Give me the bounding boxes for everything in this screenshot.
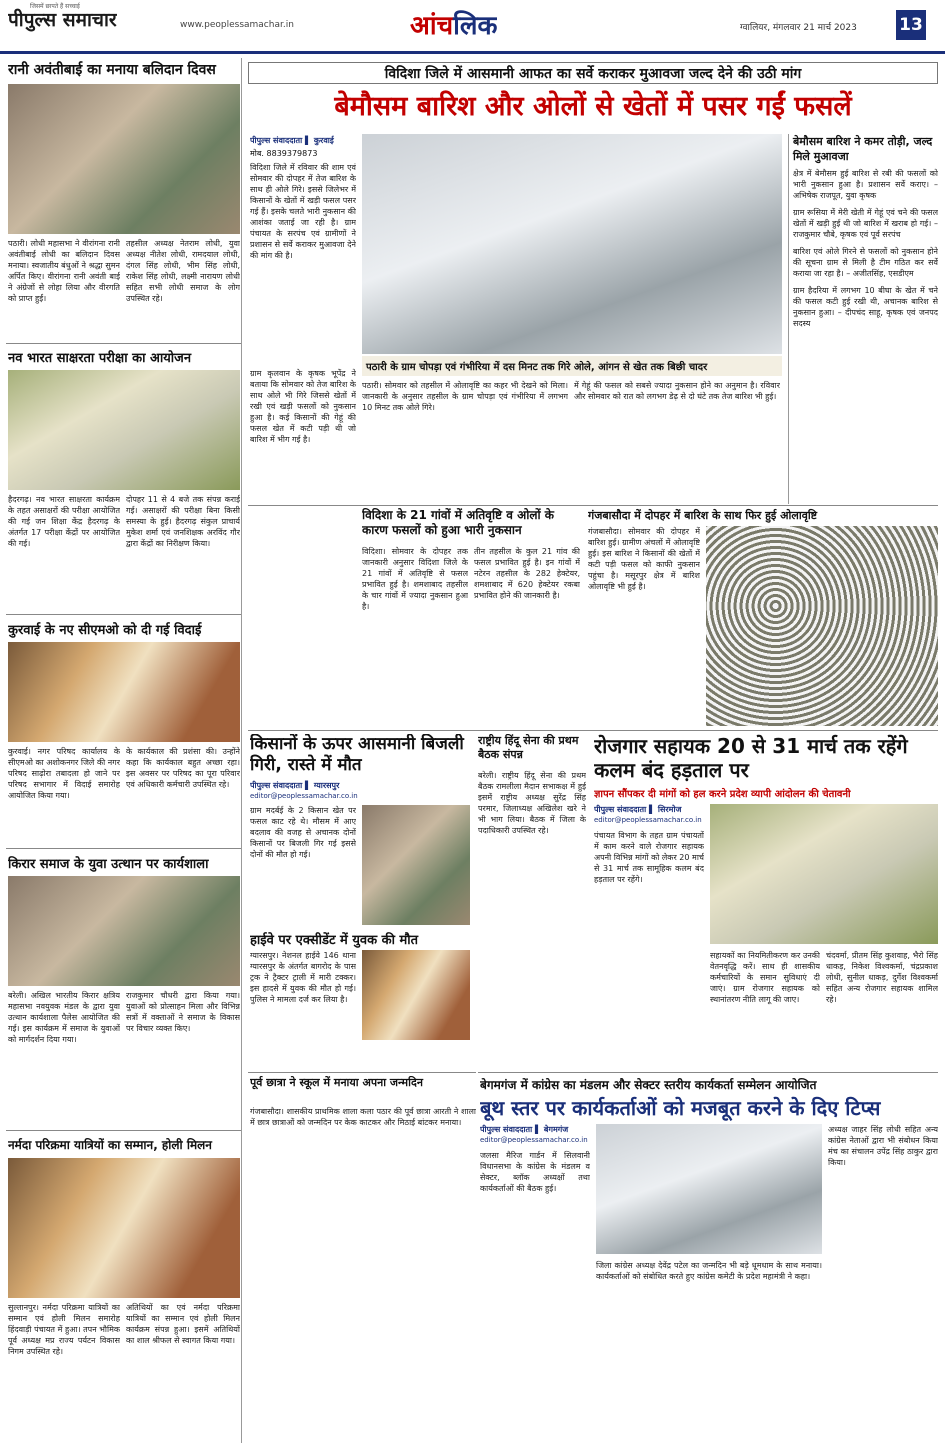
lead-body-3: पठारी। सोमवार को तहसील में ओलावृष्टि का कहर भी देखने को मिला। जानकारी के अनुसार तहसील के ग्राम चोपड़ा एवं गंभीरिया में लगभग 10 मिनट तक ओले गिरे। <box>362 381 568 412</box>
congress-email[interactable]: editor@peoplessamachar.co.in <box>480 1136 588 1144</box>
story3-headline: कुरवाई के नए सीएमओ को दी गई विदाई <box>8 623 202 638</box>
rojgar-headline: रोजगार सहायक 20 से 31 मार्च तक रहेंगे कलम बंद हड़ताल पर <box>594 734 908 782</box>
congress-photo <box>596 1124 822 1254</box>
vidisha-story-body-2: तीन तहसील के कुल 21 गांव की फसल प्रभावित हुई है। इन गांवों में नटेरन तहसील के 282 हेक्टेयर, शमशाबाद में 620 हेक्टेयर रकबा प्रभावित होने की जानकारी है। <box>474 547 580 600</box>
lightning-headline: किसानों के ऊपर आसमानी बिजली गिरी, रास्ते में मौत <box>250 734 464 775</box>
story3-body-b: के कार्यकाल की प्रशंसा की। उन्होंने कहा कि कार्यकाल बहुत अच्छा रहा। इस अवसर पर परिषद का पूरा परिवार एवं अधिकारी कर्मचारी उपस्थित रहे। <box>126 747 240 789</box>
rojgar-deck: ज्ञापन सौंपकर दी मांगों को हल करने प्रदेश व्यापी आंदोलन की चेतावनी <box>594 789 851 800</box>
ganjbasoda-headline: गंजबासौदा में दोपहर में बारिश के साथ फिर हुई ओलावृष्टि <box>588 509 818 522</box>
congress-body-1: जलसा मैरिज गार्डन में सिलवानी विधानसभा के कांग्रेस के मंडलम व सेक्टर, ब्लॉक अध्यक्षों तथा कार्यकर्ताओं की बैठक हुई। <box>480 1151 590 1193</box>
rojgar-photo <box>710 804 938 944</box>
lead-body-2: ग्राम कृलवान के कृषक भूपेंद्र ने बताया कि सोमवार को तेज बारिश के साथ ओले भी गिरे जिससे खेतों में रखी एवं खड़ी फसलों को नुकसान हुआ है। कई किसानों की गेहूं की फसल खेत में कटी पड़ी थी जो बारिश में भीग गई है। <box>250 369 356 444</box>
lead-sidebar-headline: बेमौसम बारिश ने कमर तोड़ी, जल्द मिले मुआवजा <box>793 135 933 163</box>
lightning-byline: पीपुल्स संवाददाता ▌ ग्यारसपुर <box>250 781 340 790</box>
birthday-headline: पूर्व छात्रा ने स्कूल में मनाया अपना जन्मदिन <box>250 1076 423 1089</box>
lead-sidebar-item: क्षेत्र में बेमौसम हुई बारिश से रबी की फसलों को भारी नुकसान हुआ है। प्रशासन सर्वे कराए। – अभिषेक राजपूत, युवा कृषक <box>793 169 938 200</box>
section-title-a: आंच <box>410 11 454 41</box>
story1-body: पठारी। लोधी महासभा ने वीरांगना रानी अवंतीबाई लोधी का बलिदान दिवस मनाया। स्वजातीय बंधुओं ने श्रद्धा सुमन अर्पित किए। वीरांगना रानी अवंती बाई ने अंग्रेजों से लोहा लिया और वीरगति को प्राप्त हुईं। <box>8 239 120 303</box>
section-title <box>410 6 497 42</box>
story5-body-b: अतिथियों का एवं नर्मदा परिक्रमा यात्रियों का सम्मान एवं होली मिलन कार्यक्रम संपन्न हुआ। इसमें अतिथियों का शाल श्रीफल से स्वागत किया गया। <box>126 1303 240 1345</box>
lead-mobile: मोब. 8839379873 <box>250 149 318 158</box>
page-number: 13 <box>896 10 926 40</box>
congress-body-2: जिला कांग्रेस अध्यक्ष देवेंद्र पटेल का जन्मदिन भी बड़े धूमधाम के साथ मनाया। कार्यकर्ताओं को संबोधित करते हुए कांग्रेस कमेटी के प्रदेश महामंत्री ने कहा। <box>596 1261 822 1281</box>
congress-byline: पीपुल्स संवाददाता ▌ बेगमगंज <box>480 1125 569 1134</box>
vidisha-story-body-1: विदिशा। सोमवार के दोपहर तक जानकारी अनुसार विदिशा जिले के 21 गांवों में अतिवृष्टि से फसल प्रभावित हुई है। शमशाबाद तहसील के चार गांवों में ज्यादा नुकसान हुआ है। <box>362 547 468 611</box>
lightning-body: ग्राम मदर्बई के 2 किसान खेत पर फसल काट रहे थे। मौसम में आए बदलाव की वजह से अचानक दोनों किसानों पर बिजली गिर गई इससे दोनों की मौत हो गई। <box>250 806 356 859</box>
lead-sidebar-item: बारिश एवं ओले गिरने से फसलों को नुकसान होने की सूचना ग्राम से मिली है टीम गठित कर सर्वे कराया जा रहा है। – अजीतसिंह, एसडीएम <box>793 247 938 278</box>
lead-photo-caption: पठारी के ग्राम चोपड़ा एवं गंभीरिया में दस मिनट तक गिरे ओले, आंगन से खेत तक बिछी चादर <box>362 356 782 376</box>
story4-body: बरेली। अखिल भारतीय किरार क्षत्रिय महासभा नवयुवक मंडल के द्वारा युवा उत्थान कार्यशाला पैलेस आयोजित की गई। इस कार्यक्रम में समाज के युवाओं को मार्गदर्शन दिया गया। <box>8 991 120 1044</box>
story2-body: हैदरगढ़। नव भारत साक्षरता कार्यक्रम के तहत असाक्षरों की परीक्षा आयोजित की गई जन शिक्षा केंद्र हैदरगढ़ के अंतर्गत 17 परीक्षा केंद्रों पर आयोजित की गई। <box>8 495 120 548</box>
lightning-email[interactable]: editor@peoplessamachar.co.in <box>250 792 358 800</box>
story1-photo <box>8 84 240 234</box>
website-url[interactable]: www.peoplessamachar.in <box>180 20 294 30</box>
lead-byline: पीपुल्स संवाददाता ▌ कुरवाई <box>250 136 334 145</box>
rojgar-body-1: पंचायत विभाग के तहत ग्राम पंचायतों में काम करने वाले रोजगार सहायक अपनी विभिन्न मांगों को लेकर 20 मार्च से 31 मार्च तक सामूहिक कलम बंद हड़ताल पर रहेंगे। <box>594 831 704 884</box>
lead-body-1: विदिशा जिले में रविवार की शाम एवं सोमवार की दोपहर में तेज बारिश के साथ ही ओले गिरे। इससे जिलेभर में किसानों के खेतों में खड़ी फसल पसर गई हैं। इसके चलते भारी नुकसान की आशंका जताई जा रही है। ग्राम पंचायत के सरपंच एवं ग्रामीणों ने प्रशासन से सर्वे कराकर मुआवजा देने की मांग की है। <box>250 163 356 260</box>
story5-photo <box>8 1158 240 1298</box>
newspaper-logo: पीपुल्स समाचार <box>8 9 117 31</box>
lead-sidebar-item: ग्राम हैदरिया में लगभग 10 बीघा के खेत में चने की फसल कटी हुई रखी थी, अचानक बारिश से नुकसान हुआ। – दीपचंद साहू, कृषक एवं जनपद सदस्य <box>793 286 938 328</box>
story2-photo <box>8 370 240 490</box>
rojgar-byline: पीपुल्स संवाददाता ▌ सिरमोज <box>594 805 682 814</box>
story2-headline: नव भारत साक्षरता परीक्षा का आयोजन <box>8 351 192 366</box>
accident-photo <box>362 950 470 1040</box>
lead-sidebar-item: ग्राम रूसिया में मेरी खेती में गेहूं एवं चने की फसल खेतों में खड़ी हुई थी जो बारिश में खराब हो गई। – राजकुमार चौबे, कृषक एवं पूर्व सरपंच <box>793 208 938 239</box>
story5-body: सुल्तानपुर। नर्मदा परिक्रमा यात्रियों का सम्मान एवं होली मिलन समारोह हिंदवाड़ी पंचायत में हुआ। तपन भौमिक पूर्व अध्यक्ष मप्र राज्य पर्यटन विकास निगम उपस्थित रहे। <box>8 1303 120 1356</box>
birthday-body: गंजबासौदा। शासकीय प्राथमिक शाला कला पठार की पूर्व छात्रा आरती ने शाला में छात्र छात्राओं को जन्मदिन पर केक काटकर और मिठाई बांटकर मनाया। <box>250 1107 476 1127</box>
lead-kicker: विदिशा जिले में आसमानी आफत का सर्वे कराकर मुआवजा जल्द देने की उठी मांग <box>384 66 802 82</box>
rojgar-body-2: सहायकों का नियमितीकरण कर उनकी वेतनवृद्धि करें। साथ ही शासकीय कर्मचारियों के समान सुविधाएं दी जाएं। ग्राम रोजगार सहायक को स्थानांतरण नीति लागू की जाए। <box>710 951 820 1004</box>
story4-body-b: राजकुमार चौधरी द्वारा किया गया। युवाओं को प्रोत्साहन मिला और विभिन्न सत्रों में वक्ताओं ने समाज के विकास पर विचार व्यक्त किए। <box>126 991 240 1033</box>
lead-sidebar <box>788 134 938 504</box>
masthead <box>0 0 945 54</box>
hail-photo <box>706 526 938 726</box>
hindu-sena-headline: राष्ट्रीय हिंदू सेना की प्रथम बैठक संपन्न <box>478 734 579 761</box>
accident-headline: हाईवे पर एक्सीडेंट में युवक की मौत <box>250 933 419 948</box>
left-column <box>6 58 242 1443</box>
ganjbasoda-body: गंजबासौदा। सोमवार की दोपहर में बारिश हुई। ग्रामीण अंचलों में ओलावृष्टि हुई। इस बारिश ने किसानों की खेतों में कटी पड़ी फसल को काफी नुकसान पहुंचा है। मसूरपुर क्षेत्र में बारिश ओलावृष्टि भी हुई है। <box>588 527 700 591</box>
accident-body: ग्यारसपुर। नेशनल हाईवे 146 थाना ग्यारसपुर के अंतर्गत बागरोद के पास ट्रक ने ट्रैक्टर ट्राली में मारी टक्कर। इस हादसे में युवक की मौत हो गई। पुलिस ने मामला दर्ज कर लिया है। <box>250 951 356 1004</box>
rojgar-email[interactable]: editor@peoplessamachar.co.in <box>594 816 702 824</box>
story1-body-b: तहसील अध्यक्ष नेतराम लोधी, युवा अध्यक्ष नीतेश लोधी, रामदयाल लोधी, दंगल सिंह लोधी, भीम सिंह लोधी, राकेश सिंह लोधी, लक्ष्मी नारायण लोधी सहित सभी लोधी समाज के लोग उपस्थित रहे। <box>126 239 240 303</box>
story3-photo <box>8 642 240 742</box>
story2-body-b: दोपहर 11 से 4 बजे तक संपन्न कराई गई। असाक्षरों की परीक्षा बिना किसी समस्या के हुई। हैदरगढ़ संकुल प्राचार्य मुकेश शर्मा एवं जनशिक्षक अरविंद गौर द्वारा केंद्रों का निरीक्षण किया। <box>126 495 240 548</box>
story4-headline: किरार समाज के युवा उत्थान पर कार्यशाला <box>8 857 209 872</box>
story3-body: कुरवाई। नगर परिषद कार्यालय के सीएमओ का अशोकनगर जिले की नगर परिषद साढ़ोरा तबादला हो जाने पर परिषद सभागार में विदाई समारोह आयोजित किया गया। <box>8 747 120 800</box>
vidisha-story-headline: विदिशा के 21 गांवों में अतिवृष्टि व ओलों के कारण फसलों को हुआ भारी नुकसान <box>362 508 554 537</box>
lead-photo <box>362 134 782 354</box>
story4-photo <box>8 876 240 986</box>
story5-headline: नर्मदा परिक्रमा यात्रियों का सम्मान, होली मिलन <box>8 1138 212 1152</box>
dateline: ग्वालियर, मंगलवार 21 मार्च 2023 <box>740 23 857 33</box>
lead-headline: बेमौसम बारिश और ओलों से खेतों में पसर गईं फसलें <box>334 91 852 122</box>
congress-kicker: बेगमगंज में कांग्रेस का मंडलम और सेक्टर स्तरीय कार्यकर्ता सम्मेलन आयोजित <box>480 1078 817 1092</box>
lightning-photo <box>362 805 470 925</box>
lead-kicker-box <box>248 62 938 84</box>
brand-tagline: जिसमें छापते हैं सच्चाई <box>30 3 80 10</box>
hindu-sena-body: बरेली। राष्ट्रीय हिंदू सेना की प्रथम बैठक रामलीला मैदान सभाकक्ष में हुई इसमें राष्ट्रीय अध्यक्ष सुरेंद्र सिंह परमार, जिलाध्यक्ष अखिलेश खरे ने भी भाग लिया। बैठक में जिला के पदाधिकारी उपस्थित रहे। <box>478 771 586 835</box>
lead-body-4: में गेहूं की फसल को सबसे ज्यादा नुकसान होने का अनुमान है। रविवार और सोमवार को रात को लगभग डेढ़ से दो घंटे तक तेज बारिश भी हुई। <box>574 381 780 401</box>
congress-body-3: अध्यक्ष जाहर सिंह लोधी सहित अन्य कांग्रेस नेताओं द्वारा भी संबोधन किया मंच का संचालन उपेंद्र सिंह ठाकुर द्वारा किया। <box>828 1125 938 1167</box>
story1-headline: रानी अवंतीबाई का मनाया बलिदान दिवस <box>8 62 216 78</box>
rojgar-body-3: चंदवर्मा, प्रीतम सिंह कुशवाह, भैरो सिंह धाकड़, निकेश विश्वकर्मा, चंद्रप्रकाश लोधी, सुनील धाकड़, दुर्गेश विश्वकर्मा सहित अन्य रोजगार सहायक शामिल रहे। <box>826 951 938 1004</box>
congress-headline: बूथ स्तर पर कार्यकर्ताओं को मजबूत करने के दिए टिप्स <box>480 1096 881 1120</box>
section-title-b: लिक <box>453 11 498 41</box>
